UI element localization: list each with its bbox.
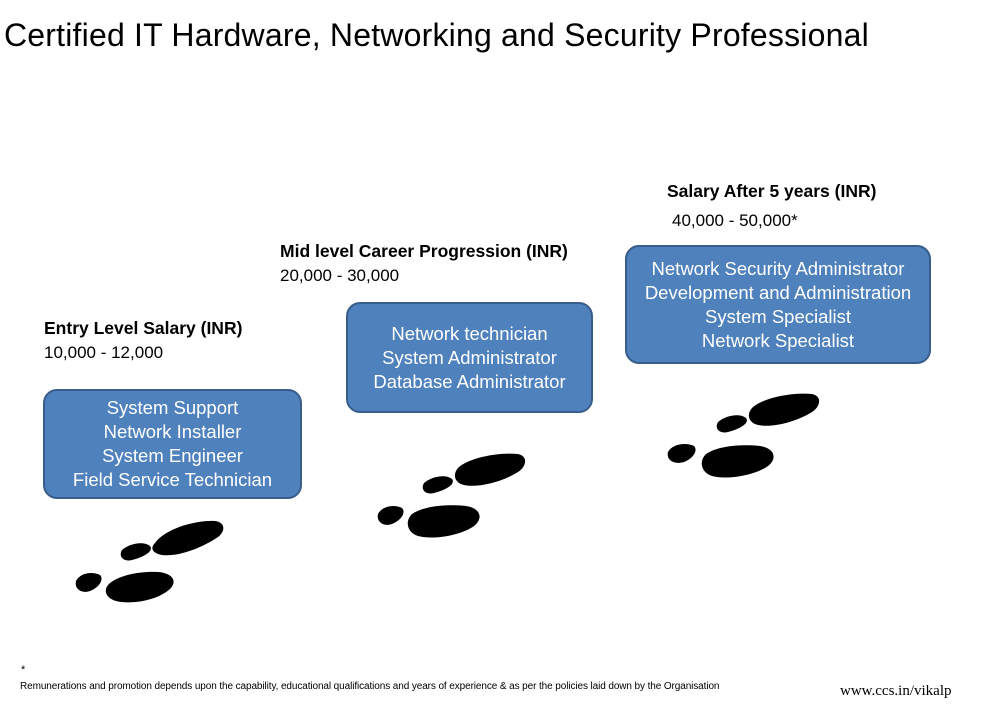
entry-level-roles-box bbox=[43, 389, 302, 499]
role-item: Network Specialist bbox=[701, 329, 855, 351]
page-title: Certified IT Hardware, Networking and Security Professional bbox=[4, 17, 869, 53]
entry-level-range: 10,000 - 12,000 bbox=[44, 343, 164, 362]
role-item: System Support bbox=[106, 397, 239, 418]
role-item: System Specialist bbox=[705, 305, 851, 327]
entry-level-heading: Entry Level Salary (INR) bbox=[44, 318, 243, 338]
footnote-text: Remunerations and promotion depends upon the capability, educational qualifications and years of experience & as per the policies laid down by the Organisation bbox=[20, 681, 720, 692]
role-item: Network Security Administrator bbox=[651, 257, 905, 279]
footprints-icon bbox=[70, 515, 230, 610]
role-item: Network technician bbox=[391, 322, 548, 344]
role-item: Field Service Technician bbox=[72, 469, 273, 490]
role-item: Network Installer bbox=[103, 421, 242, 442]
role-item: Development and Administration bbox=[644, 281, 912, 303]
mid-level-range: 20,000 - 30,000 bbox=[280, 266, 400, 285]
footnote-marker: * bbox=[21, 664, 26, 676]
role-item: Database Administrator bbox=[373, 370, 566, 392]
mid-level-roles-box bbox=[346, 302, 593, 413]
footprints-icon bbox=[662, 388, 827, 483]
senior-level-roles-box bbox=[625, 245, 931, 364]
role-item: System Engineer bbox=[102, 445, 243, 466]
source-url: www.ccs.in/vikalp bbox=[840, 683, 952, 699]
mid-level-heading: Mid level Career Progression (INR) bbox=[280, 241, 568, 261]
senior-level-heading: Salary After 5 years (INR) bbox=[667, 181, 877, 201]
footprints-icon bbox=[372, 448, 532, 543]
role-item: System Administrator bbox=[382, 346, 557, 368]
senior-level-range: 40,000 - 50,000* bbox=[672, 211, 798, 230]
